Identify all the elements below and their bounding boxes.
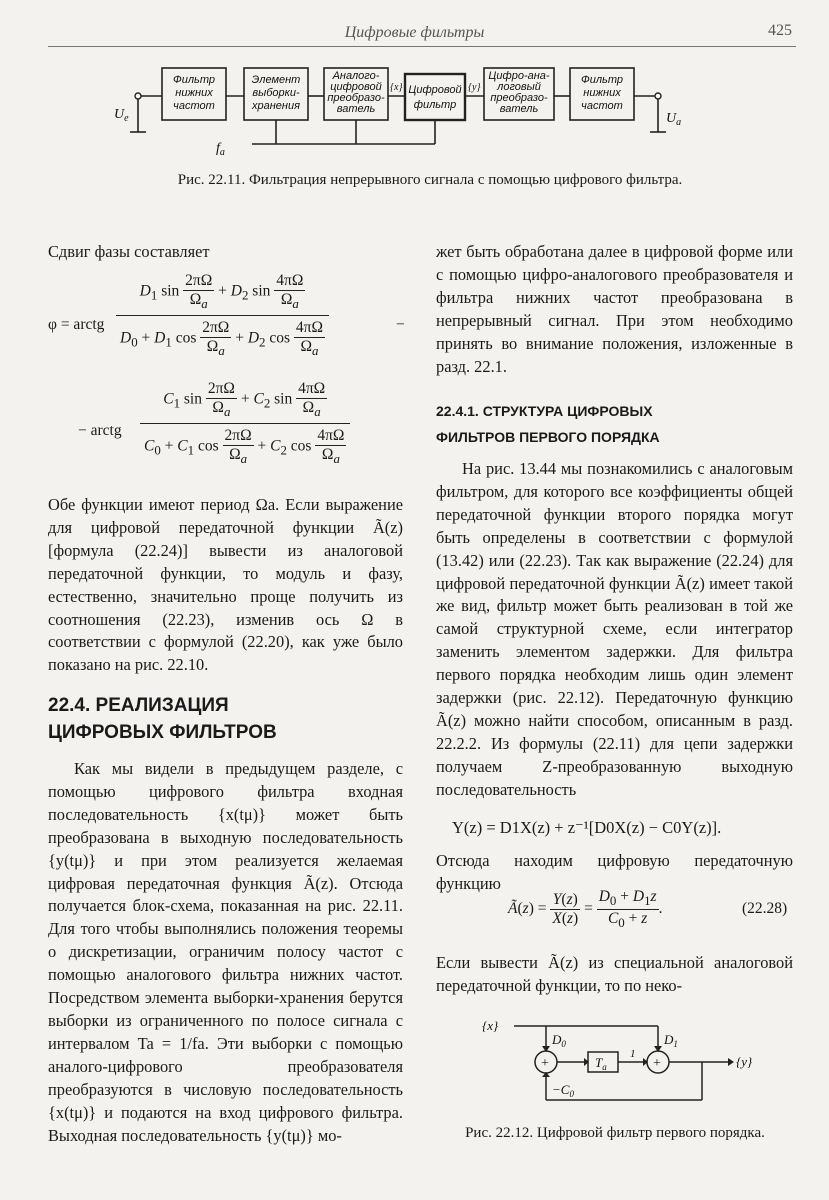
svg-text:Фильтр: Фильтр bbox=[580, 74, 624, 86]
svg-text:Цифровой: Цифровой bbox=[408, 84, 462, 96]
svg-text:преобразо-: преобразо- bbox=[490, 92, 548, 104]
section-heading: 22.4. РЕАЛИЗАЦИЯ ЦИФРОВЫХ ФИЛЬТРОВ bbox=[48, 695, 277, 743]
label-ue: $U_e$ bbox=[114, 107, 129, 124]
label-ua: $U_a$ bbox=[666, 111, 682, 128]
figure-22-12-caption: Рис. 22.12. Цифровой фильтр первого порядка. bbox=[465, 1125, 765, 1141]
equation-number: (22.28) bbox=[742, 900, 788, 917]
svg-text:+: + bbox=[541, 1056, 549, 1071]
closing-paragraph: Если вывести Ã(z) из специальной аналоговой передаточной функции, то по неко- bbox=[436, 953, 793, 995]
section-body: Как мы видели в предыдущем разделе, с помощью цифрового фильтра входная последовательность {x(tμ)} может быть преобразована в выходную последовательность {y(tμ)} и при этом реализуется желаемая цифровая передаточная функция Ã(z). Отсюда получается блок-схема, показанная на рис. 22.11. Для того чтобы выполнялись положения теоремы о дискретизации, ограничим полосу частот с помощью аналогового фильтра нижних частот. Посредством элемента выборки-хранения берутся выборки из ограниченного по полосе сигнала с интервалом Ta = 1/fa. Эти выборки с помощью аналого-цифрового преобразователя преобразуются в числовую последовательность {x(tμ)} и подаются на вход цифрового фильтра. Выходная последовательность {y(tμ)} мо- bbox=[48, 759, 403, 1145]
svg-text:1: 1 bbox=[630, 1048, 636, 1060]
svg-text:хранения: хранения bbox=[252, 100, 300, 112]
svg-text:{y}: {y} bbox=[468, 82, 481, 93]
svg-text:нижних: нижних bbox=[583, 87, 621, 99]
phase-formula: φ = arctg $D_1$ sin $\frac{2\pi\Omega}{\Omega_a}$ + $D_2$ sin $\frac{4\pi\Omega}{\Omega_a}$ $D_0 + D_1$ cos $\frac{2\pi\Omega}{\Omega_a}$ + $D_2$ cos $\frac{4\pi\Omega}{\Omega_a}$ − − arctg $C_1$ sin $\frac{2\pi\Omega}{\Omega_a}$ + $C_2$ sin $\frac{4\pi\Omega}{\Omega_a}$ $C_0 + C_1$ cos $\frac{2\pi\Omega}{\Omega_a}$ + $C_2$ cos $\frac{4\pi\Omega}{\Omega_a}$ bbox=[48, 272, 405, 467]
svg-text:D0: $D_0$ bbox=[552, 1032, 566, 1049]
svg-text:фильтр: фильтр bbox=[413, 99, 457, 111]
svg-text:цифровой: цифровой bbox=[330, 81, 382, 93]
svg-text:{x}: {x} bbox=[482, 1018, 499, 1033]
svg-text:Аналого-: Аналого- bbox=[332, 70, 380, 82]
paragraph-after-formula: Обе функции имеют период Ωa. Если выражение для цифровой передаточной функции Ã(z) [формула (22.24)] вывести из аналоговой передаточной функции, то модуль и фазу, естественно, значительно проще получить из соотношения (22.23), изменив ось Ω в соответствии с формулой (22.20), как уже было показано на рис. 22.10. bbox=[48, 495, 403, 675]
svg-text:частот: частот bbox=[173, 100, 215, 112]
right-continued: жет быть обработана далее в цифровой форме или с помощью цифро-аналогового преобразователя и фильтра нижних частот преобразована в непрерывный сигнал. При этом необходимо принять во внимание положения, изложенные в разд. 22.1. bbox=[436, 242, 793, 376]
page-number: 425 bbox=[768, 22, 792, 39]
svg-text:D1: $D_1$ bbox=[664, 1032, 678, 1049]
equation-y: Y(z) = D1X(z) + z⁻¹[D0X(z) − C0Y(z)]. bbox=[452, 818, 722, 837]
svg-text:{y}: {y} bbox=[736, 1054, 753, 1069]
svg-text:Фильтр: Фильтр bbox=[172, 74, 216, 86]
svg-text:ватель: ватель bbox=[336, 103, 376, 115]
svg-text:логовый: логовый bbox=[497, 81, 541, 93]
svg-text:−C0: $-C_0$ bbox=[552, 1082, 574, 1099]
figure-22-11-caption: Рис. 22.11. Фильтрация непрерывного сигнала с помощью цифрового фильтра. bbox=[177, 172, 683, 188]
running-header: Цифровые фильтры bbox=[344, 24, 485, 41]
svg-text:выборки-: выборки- bbox=[252, 87, 300, 99]
svg-text:нижних: нижних bbox=[175, 87, 213, 99]
svg-text:Цифро-ана-: Цифро-ана- bbox=[488, 70, 550, 82]
label-fa: $f_a$ bbox=[216, 141, 225, 158]
figure-22-12-first-order-filter bbox=[480, 1010, 770, 1120]
transfer-function-formula: Ã(z) = $\frac{Y(z)}{X(z)}$ = $\frac{D_0 + D_1z}{C_0 + z}$ . bbox=[508, 888, 663, 931]
svg-text:преобразо-: преобразо- bbox=[327, 92, 385, 104]
block-digital-filter bbox=[405, 74, 465, 120]
tf-intro: Отсюда находим цифровую передаточную функцию bbox=[436, 851, 793, 893]
phase-intro: Сдвиг фазы составляет bbox=[48, 242, 210, 261]
svg-text:Ta: $T_a$ bbox=[595, 1055, 607, 1072]
header-rule bbox=[48, 46, 796, 47]
svg-text:частот: частот bbox=[581, 100, 623, 112]
subsection-heading: 22.4.1. СТРУКТУРА ЦИФРОВЫХ ФИЛЬТРОВ ПЕРВОГО ПОРЯДКА bbox=[436, 403, 660, 445]
svg-text:+: + bbox=[653, 1056, 661, 1071]
svg-text:Элемент: Элемент bbox=[251, 74, 301, 86]
svg-text:{x}: {x} bbox=[390, 82, 403, 93]
svg-text:ватель: ватель bbox=[499, 103, 539, 115]
figure-22-11-block-diagram bbox=[112, 60, 712, 170]
subsection-body: На рис. 13.44 мы познакомились с аналоговым фильтром, для которого все коэффициенты общей передаточной функции второго порядка могут быть определены в соответствии с формулой (13.42) или (22.23). Так как выражение (22.24) для цифровой передаточной функции Ã(z) имеет такой же вид, фильтр может быть реализован в той же самой структурной схеме, если интегратор заменить элементом задержки. Для фильтра первого порядка необходим лишь один элемент задержки (рис. 22.12). Передаточную функцию Ã(z) можно найти способом, описанным в разд. 22.2.2. Из формулы (22.11) для цепи задержки получаем Z-преобразованную выходную последовательность bbox=[436, 459, 793, 799]
